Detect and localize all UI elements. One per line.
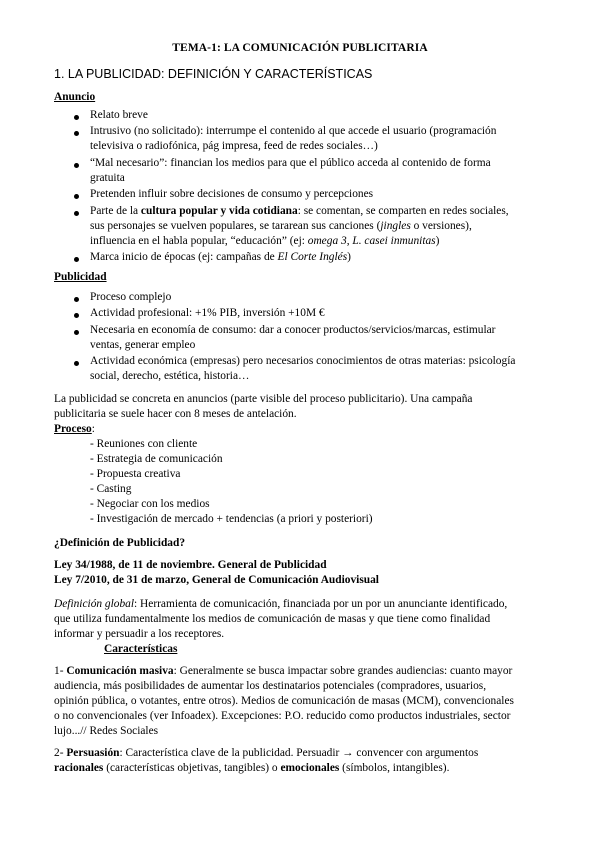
caracteristicas-heading: Características — [104, 643, 178, 655]
list-item: Necesaria en economía de consumo: dar a conocer productos/servicios/marcas, estimular — [90, 324, 496, 336]
definition-line: Definición global: Herramienta de comunicación, financiada por un por un anunciante identificado, — [54, 598, 508, 610]
document-title: TEMA-1: LA COMUNICACIÓN PUBLICITARIA — [172, 42, 428, 54]
bullet-icon — [74, 313, 79, 318]
definition-line: que utiliza fundamentalmente los medios de comunicación de masas y que tiene como finalidad — [54, 613, 491, 625]
bullet-icon — [74, 330, 79, 335]
proceso-item: - Negociar con los medios — [90, 498, 210, 510]
publicidad-heading: Publicidad — [54, 271, 107, 283]
feature-line: opinión pública, o votantes, entre otros). Medios de comunicación de masas (MCM), convencionales — [54, 695, 514, 707]
list-item-cont: televisiva o radiofónica, pág impresa, feed de redes sociales…) — [90, 140, 378, 152]
bullet-icon — [74, 115, 79, 120]
list-item: Actividad profesional: +1% PIB, inversión +10M € — [90, 307, 325, 319]
ley-line: Ley 34/1988, de 11 de noviembre. General de Publicidad — [54, 559, 327, 571]
bullet-icon — [74, 211, 79, 216]
ley-line: Ley 7/2010, de 31 de marzo, General de Comunicación Audiovisual — [54, 574, 379, 586]
proceso-item: - Propuesta creativa — [90, 468, 181, 480]
feature-line: o no convencionales (ver Infoadex). Excepciones: P.O. reducido como productos industriales, sector — [54, 710, 511, 722]
feature-line: racionales (características objetivas, tangibles) o emocionales (símbolos, intangibles). — [54, 762, 450, 774]
proceso-item: - Casting — [90, 483, 132, 495]
list-item: Parte de la cultura popular y vida cotidiana: se comentan, se comparten en redes sociales, — [90, 205, 509, 217]
paragraph-line: publicitaria se suele hacer con 8 meses de antelación. — [54, 408, 297, 420]
feature-line: audiencia, más posibilidades de aumentar los destinatarios potenciales (compradores, usuarios, — [54, 680, 487, 692]
list-item: Pretenden influir sobre decisiones de consumo y percepciones — [90, 188, 374, 200]
list-item: Actividad económica (empresas) pero necesarios conocimientos de otras materias: psicología — [90, 355, 516, 367]
feature-line: 2- Persuasión: Característica clave de la publicidad. Persuadir → convencer con argumentos — [54, 747, 479, 759]
list-item-cont: ventas, generar empleo — [90, 339, 196, 351]
feature-line: lujo...// Redes Sociales — [54, 725, 159, 737]
list-item: Proceso complejo — [90, 291, 172, 303]
list-item: Marca inicio de épocas (ej: campañas de El Corte Inglés) — [90, 251, 351, 263]
proceso-item: - Reuniones con cliente — [90, 438, 198, 450]
list-item: “Mal necesario”: financian los medios para que el público acceda al contenido de forma — [90, 157, 491, 169]
bullet-icon — [74, 194, 79, 199]
proceso-label: Proceso: — [54, 423, 95, 435]
bullet-icon — [74, 361, 79, 366]
list-item-cont: social, derecho, estética, historia… — [90, 370, 250, 382]
bullet-icon — [74, 257, 79, 262]
definicion-heading: ¿Definición de Publicidad? — [54, 537, 186, 549]
feature-line: 1- Comunicación masiva: Generalmente se busca impactar sobre grandes audiencias: cuanto mayor — [54, 665, 513, 677]
list-item: Relato breve — [90, 109, 148, 121]
list-item: Intrusivo (no solicitado): interrumpe el contenido al que accede el usuario (programación — [90, 125, 497, 137]
list-item-cont: gratuita — [90, 172, 125, 184]
definition-line: informar y persuadir a los receptores. — [54, 628, 225, 640]
bullet-icon — [74, 131, 79, 136]
paragraph-line: La publicidad se concreta en anuncios (parte visible del proceso publicitario). Una campaña — [54, 393, 473, 405]
anuncio-heading: Anuncio — [54, 91, 96, 103]
proceso-item: - Estrategia de comunicación — [90, 453, 223, 465]
list-item-cont: sus personajes se vuelven populares, se tararean sus canciones (jingles o versiones), — [90, 220, 472, 232]
bullet-icon — [74, 163, 79, 168]
proceso-item: - Investigación de mercado + tendencias (a priori y posteriori) — [90, 513, 373, 525]
section-heading: 1. LA PUBLICIDAD: DEFINICIÓN Y CARACTERÍSTICAS — [54, 67, 373, 81]
list-item-cont: influencia en el habla popular, “educación” (ej: omega 3, L. casei inmunitas) — [90, 235, 440, 247]
bullet-icon — [74, 297, 79, 302]
